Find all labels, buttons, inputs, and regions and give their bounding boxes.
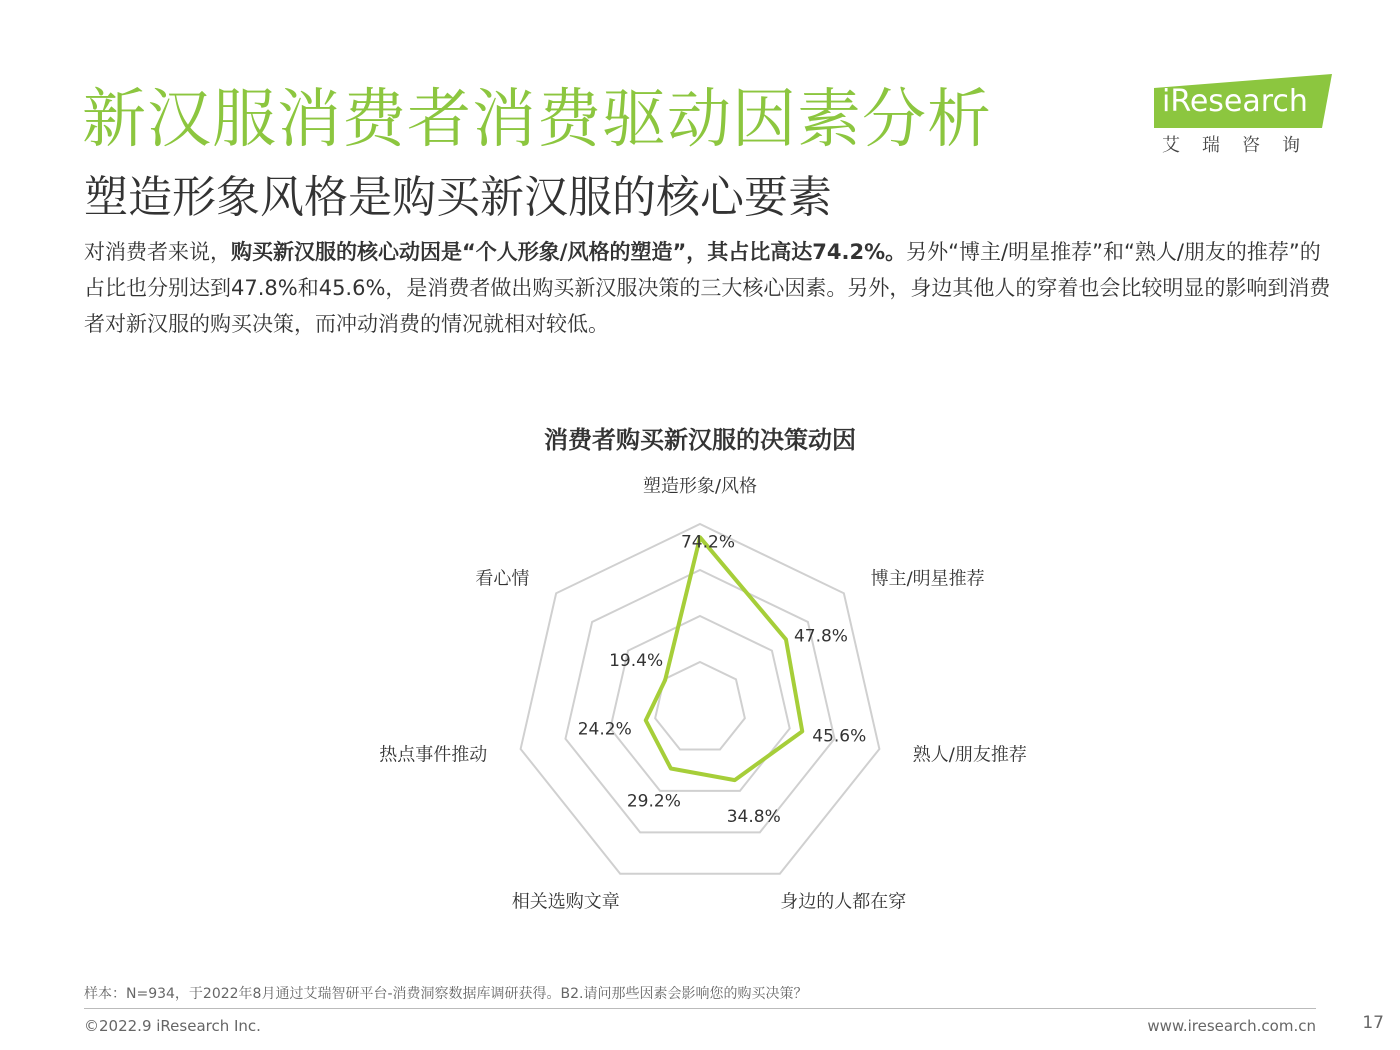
page-number: 17 bbox=[1362, 1013, 1384, 1033]
description-lead: 对消费者来说， bbox=[84, 240, 231, 264]
radar-axis-label: 博主/明星推荐 bbox=[870, 568, 985, 590]
radar-value-label: 34.8% bbox=[726, 807, 781, 828]
radar-axis-label: 身边的人都在穿 bbox=[780, 891, 907, 913]
page-title: 新汉服消费者消费驱动因素分析 bbox=[82, 83, 992, 157]
footer-divider bbox=[84, 1008, 1316, 1009]
radar-value-label: 74.2% bbox=[680, 532, 736, 553]
website-link[interactable]: www.iresearch.com.cn bbox=[1147, 1017, 1316, 1035]
radar-axis-label: 看心情 bbox=[475, 568, 530, 590]
radar-value-label: 19.4% bbox=[609, 651, 664, 672]
radar-value-label: 47.8% bbox=[793, 626, 848, 647]
source-note: 样本：N=934，于2022年8月通过艾瑞智研平台-消费洞察数据库调研获得。B2.请问那些因素会影响您的购买决策？ bbox=[84, 986, 808, 1002]
radar-axis-label: 热点事件推动 bbox=[379, 744, 488, 766]
chart-title: 消费者购买新汉服的决策动因 bbox=[544, 426, 856, 454]
radar-axis-label: 相关选购文章 bbox=[511, 891, 620, 913]
description-rest: 另外“博主/明星推荐”和“熟人/朋友的推荐”的占比也分别达到47.8%和45.6%，是消费者做出购买新汉服决策的三大核心因素。另外，身边其他人的穿着也会比较明显的影响到消费者对新汉服的购买决策，而冲动消费的情况就相对较低。 bbox=[84, 240, 1331, 336]
radar-grid-ring bbox=[610, 616, 789, 791]
copyright-text: ©2022.9 iResearch Inc. bbox=[84, 1017, 261, 1035]
page-subtitle: 塑造形象风格是购买新汉服的核心要素 bbox=[84, 172, 832, 223]
radar-axis-label: 塑造形象/风格 bbox=[642, 476, 758, 497]
radar-grid-ring bbox=[565, 570, 834, 832]
logo-wordmark: iResearch bbox=[1162, 84, 1308, 119]
radar-value-label: 45.6% bbox=[812, 726, 867, 747]
description-highlight: 购买新汉服的核心动因是“个人形象/风格的塑造”，其占比高达74.2%。 bbox=[231, 240, 907, 264]
radar-value-label: 29.2% bbox=[626, 791, 681, 812]
logo-subtitle: 艾瑞咨询 bbox=[1162, 135, 1322, 156]
radar-grid-ring bbox=[655, 662, 745, 749]
radar-axis-label: 熟人/朋友推荐 bbox=[912, 744, 1027, 766]
radar-value-label: 24.2% bbox=[577, 719, 632, 740]
